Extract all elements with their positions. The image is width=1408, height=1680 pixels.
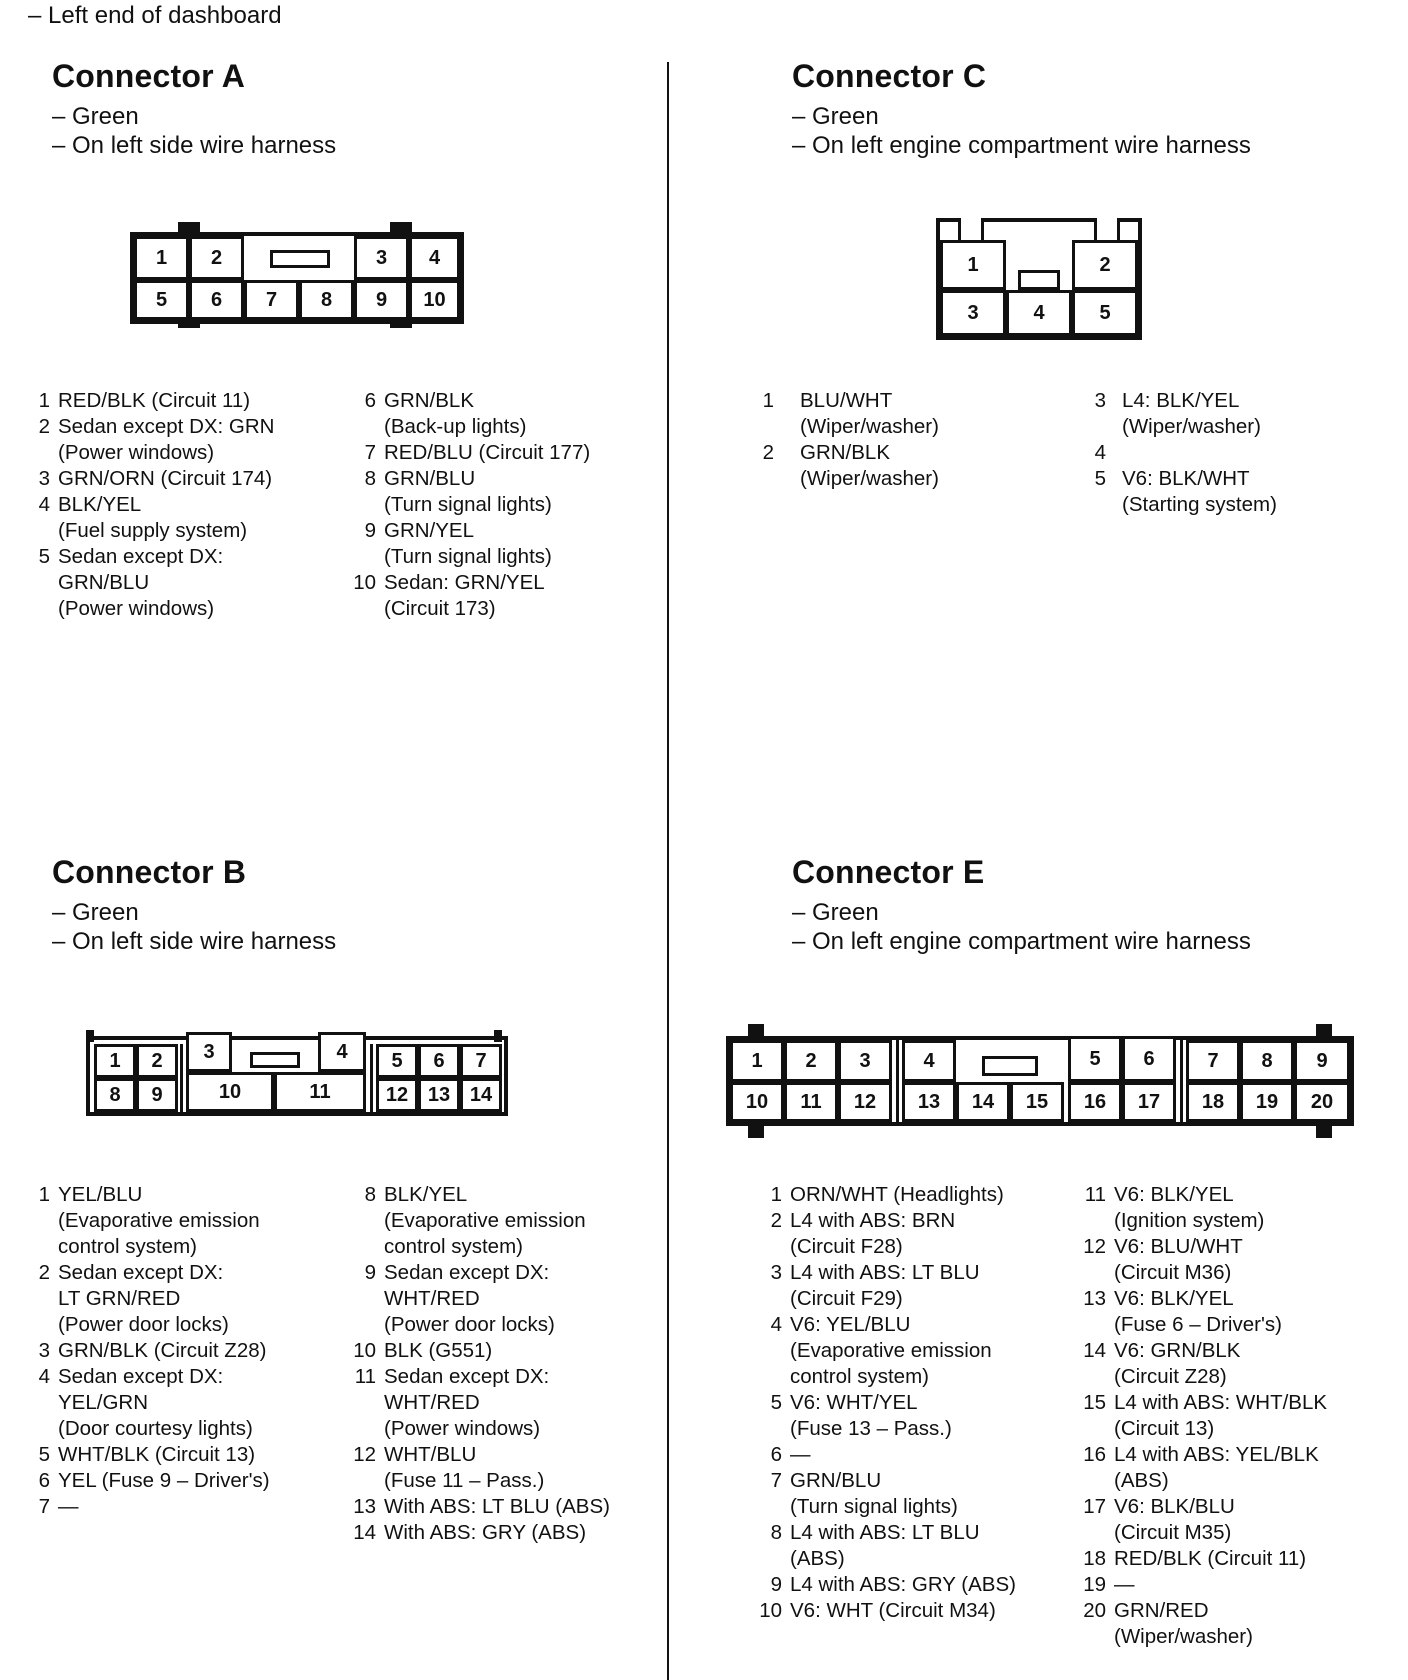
pin-cell: 16: [1068, 1082, 1122, 1122]
connector-c-color: – Green: [792, 103, 879, 130]
pin-cell: 7: [244, 280, 299, 320]
pin-entry: 7 RED/BLU (Circuit 177): [364, 441, 591, 464]
connector-e-pins-left: [756, 1182, 1086, 1624]
pin-cell: 19: [1240, 1082, 1294, 1122]
pin-cell: 5: [134, 280, 189, 320]
pin-cell: 10: [409, 280, 460, 320]
pin-cell: 9: [136, 1078, 178, 1112]
pin-cell: 6: [189, 280, 244, 320]
pin-cell: 14: [460, 1078, 502, 1112]
connector-a-title: Connector A: [52, 58, 246, 94]
pin-entry: 1 RED/BLK (Circuit 11): [38, 389, 251, 412]
pin-entry: 1 BLU/WHT (Wiper/washer): [762, 389, 939, 438]
pin-entry: 5 WHT/BLK (Circuit 13): [38, 1443, 256, 1466]
pin-cell: 4: [318, 1032, 366, 1072]
pin-cell: 3: [354, 236, 409, 280]
pin-cell: 8: [1240, 1040, 1294, 1082]
pin-entry: 9 L4 with ABS: GRY (ABS): [770, 1573, 1016, 1596]
pin-cell: 4: [1006, 290, 1072, 336]
pin-entry: 8 L4 with ABS: LT BLU (ABS): [770, 1521, 980, 1570]
locking-tab: [494, 1030, 502, 1042]
pin-cell: 5: [1068, 1036, 1122, 1082]
connector-b-color: – Green: [52, 899, 139, 926]
pin-entry: 3 GRN/BLK (Circuit Z28): [38, 1339, 267, 1362]
pin-entry: 3 L4: BLK/YEL (Wiper/washer): [1094, 389, 1261, 438]
pin-entry: 1 ORN/WHT (Headlights): [770, 1183, 1004, 1206]
connector-a-pins-right: [344, 388, 664, 622]
connector-c-pins-left: [748, 388, 1078, 492]
key-slot: [982, 1056, 1038, 1076]
pin-cell: 4: [902, 1040, 956, 1082]
connector-a-pins-left: [24, 388, 344, 622]
pin-cell: 9: [1294, 1040, 1350, 1082]
pin-cell: 1: [730, 1040, 784, 1082]
separator-line: [1180, 1040, 1183, 1122]
pin-entry: 4 BLK/YEL (Fuel supply system): [38, 493, 248, 542]
pin-entry: 2 Sedan except DX: GRN (Power windows): [38, 415, 275, 464]
pin-entry: 14 V6: GRN/BLK (Circuit Z28): [1083, 1339, 1241, 1388]
connector-e-color: – Green: [792, 899, 879, 926]
key-slot: [1018, 270, 1060, 290]
locking-tab: [86, 1030, 94, 1042]
pin-cell: 20: [1294, 1082, 1350, 1122]
pin-entry: 19 —: [1083, 1573, 1135, 1596]
pin-cell: 1: [134, 236, 189, 280]
connector-a-location: – On left side wire harness: [52, 132, 337, 159]
separator-line: [896, 1040, 899, 1122]
pin-cell: 12: [838, 1082, 892, 1122]
pin-entry: 8 BLK/YEL (Evaporative emission control system): [364, 1183, 586, 1258]
pin-cell: 4: [409, 236, 460, 280]
pin-entry: 10 V6: WHT (Circuit M34): [759, 1599, 996, 1622]
pin-entry: 14 With ABS: GRY (ABS): [353, 1521, 587, 1544]
pin-entry: 6 YEL (Fuse 9 – Driver's): [38, 1469, 270, 1492]
pin-cell: 2: [1072, 240, 1138, 290]
pin-entry: 4: [1094, 441, 1106, 464]
pin-entry: 11 V6: BLK/YEL (Ignition system): [1084, 1183, 1265, 1232]
pin-cell: 8: [94, 1078, 136, 1112]
pin-entry: 6 GRN/BLK (Back-up lights): [364, 389, 527, 438]
pin-entry: 16 L4 with ABS: YEL/BLK (ABS): [1083, 1443, 1319, 1492]
pin-entry: 1 YEL/BLU (Evaporative emission control system): [38, 1183, 260, 1258]
pin-cell: 11: [784, 1082, 838, 1122]
pin-entry: 10 Sedan: GRN/YEL (Circuit 173): [353, 571, 545, 620]
pin-cell: 2: [136, 1044, 178, 1078]
pin-cell: 7: [1186, 1040, 1240, 1082]
pin-entry: 13 V6: BLK/YEL (Fuse 6 – Driver's): [1083, 1287, 1282, 1336]
pin-entry: 8 GRN/BLU (Turn signal lights): [364, 467, 552, 516]
connector-c-location: – On left engine compartment wire harness: [792, 132, 1251, 159]
pin-cell: 3: [940, 290, 1006, 336]
pin-entry: 7 —: [38, 1495, 79, 1518]
connector-a-diagram: [128, 218, 468, 334]
pin-entry: 18 RED/BLK (Circuit 11): [1083, 1547, 1307, 1570]
pin-entry: 20 GRN/RED (Wiper/washer): [1083, 1599, 1253, 1648]
pin-entry: 2 L4 with ABS: BRN (Circuit F28): [770, 1209, 956, 1258]
separator-line: [180, 1044, 183, 1114]
pin-cell: 6: [418, 1044, 460, 1078]
pin-cell: 17: [1122, 1082, 1176, 1122]
pin-entry: 5 V6: BLK/WHT (Starting system): [1094, 467, 1277, 516]
key-slot: [270, 250, 330, 268]
connector-e-location: – On left engine compartment wire harness: [792, 928, 1251, 955]
connector-e-diagram: [726, 1024, 1354, 1138]
pin-entry: 11 Sedan except DX: WHT/RED (Power windows): [354, 1365, 550, 1440]
pin-cell: 12: [376, 1078, 418, 1112]
connector-a-color: – Green: [52, 103, 139, 130]
pin-entry: 9 GRN/YEL (Turn signal lights): [364, 519, 552, 568]
pin-cell: 15: [1010, 1082, 1064, 1122]
pin-entry: 12 V6: BLU/WHT (Circuit M36): [1083, 1235, 1243, 1284]
pin-entry: 5 Sedan except DX: GRN/BLU (Power windows): [38, 545, 224, 620]
connector-b-pins-right: [344, 1182, 664, 1546]
pin-entry: 4 Sedan except DX: YEL/GRN (Door courtesy lights): [38, 1365, 253, 1440]
pin-entry: 7 GRN/BLU (Turn signal lights): [770, 1469, 958, 1518]
pin-cell: 11: [274, 1072, 366, 1112]
locking-tab: [958, 218, 984, 240]
pin-entry: 9 Sedan except DX: WHT/RED (Power door locks): [364, 1261, 555, 1336]
pin-cell: 10: [730, 1082, 784, 1122]
pin-cell: 1: [940, 240, 1006, 290]
connector-b-pins-left: [24, 1182, 354, 1520]
locking-tab: [1094, 218, 1120, 240]
connector-c-title: Connector C: [792, 58, 987, 94]
pin-entry: 10 BLK (G551): [353, 1339, 493, 1362]
pin-cell: 7: [460, 1044, 502, 1078]
pin-entry: 4 V6: YEL/BLU (Evaporative emission control system): [770, 1313, 992, 1388]
pin-entry: 3 L4 with ABS: LT BLU (Circuit F29): [770, 1261, 980, 1310]
pin-cell: 2: [189, 236, 244, 280]
pin-cell: 3: [838, 1040, 892, 1082]
pin-cell: 5: [1072, 290, 1138, 336]
pin-entry: 5 V6: WHT/YEL (Fuse 13 – Pass.): [770, 1391, 952, 1440]
pin-entry: 13 With ABS: LT BLU (ABS): [353, 1495, 610, 1518]
connector-b-diagram: [86, 1030, 510, 1120]
pin-cell: 14: [956, 1082, 1010, 1122]
connector-e-title: Connector E: [792, 854, 985, 890]
pin-entry: 12 WHT/BLU (Fuse 11 – Pass.): [353, 1443, 545, 1492]
separator-line: [370, 1044, 373, 1114]
pin-cell: 18: [1186, 1082, 1240, 1122]
pin-entry: 3 GRN/ORN (Circuit 174): [38, 467, 273, 490]
connector-b-title: Connector B: [52, 854, 247, 890]
pin-cell: 5: [376, 1044, 418, 1078]
pin-entry: 2 Sedan except DX: LT GRN/RED (Power door locks): [38, 1261, 229, 1336]
column-divider: [667, 62, 669, 1680]
pin-cell: 8: [299, 280, 354, 320]
key-slot: [250, 1052, 300, 1068]
pin-cell: 10: [186, 1072, 274, 1112]
pin-cell: 3: [186, 1032, 232, 1072]
connector-c-diagram: [936, 218, 1142, 340]
pin-entry: 2 GRN/BLK (Wiper/washer): [762, 441, 939, 490]
pin-cell: 6: [1122, 1036, 1176, 1082]
pin-cell: 9: [354, 280, 409, 320]
pin-cell: 13: [418, 1078, 460, 1112]
connector-c-pins-right: [1080, 388, 1400, 518]
pin-entry: 17 V6: BLK/BLU (Circuit M35): [1083, 1495, 1235, 1544]
pin-cell: 2: [784, 1040, 838, 1082]
pin-entry: 15 L4 with ABS: WHT/BLK (Circuit 13): [1083, 1391, 1328, 1440]
pin-cell: 1: [94, 1044, 136, 1078]
connector-b-location: – On left side wire harness: [52, 928, 337, 955]
connector-e-pins-right: [1074, 1182, 1408, 1650]
pin-cell: 13: [902, 1082, 956, 1122]
header-note: – Left end of dashboard: [28, 2, 282, 29]
pin-entry: 6 —: [770, 1443, 811, 1466]
